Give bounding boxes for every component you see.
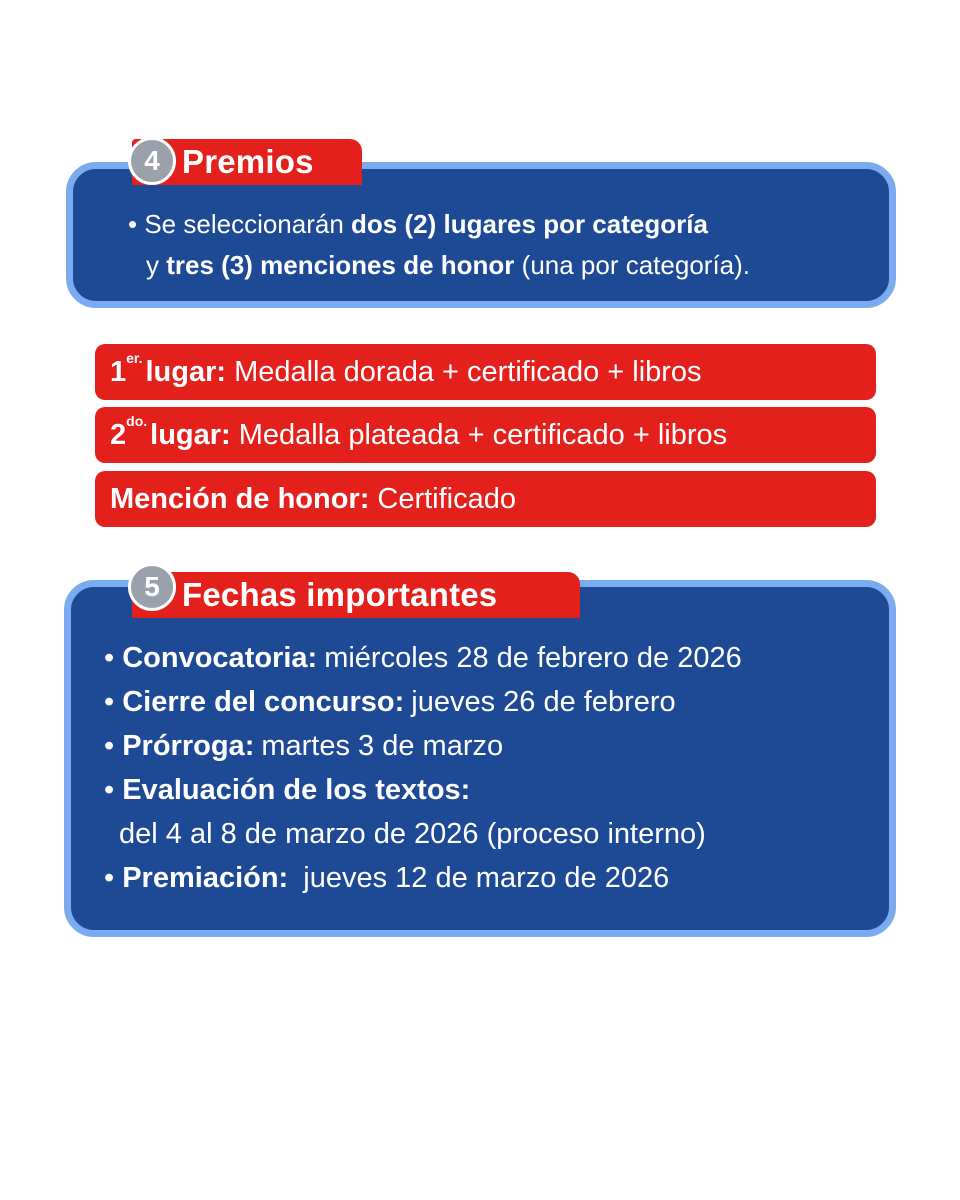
premios-line-1 [128,204,750,245]
premios-section-title: Premios [132,139,362,185]
fecha-label: Prórroga: [122,730,255,762]
bullet-icon: • [104,862,115,894]
fecha-label: Convocatoria: [122,642,318,674]
fechas-list [104,636,742,900]
prize-first-place [95,344,876,400]
fecha-item-premiacion [104,856,742,900]
premios-line1-bold: dos (2) lugares por categoría [351,209,708,239]
prize-description: Medalla plateada + certificado + libros [238,418,728,451]
premios-line2-prefix: y [146,250,159,280]
bullet-icon: • [128,209,138,239]
fecha-value: jueves 12 de marzo de 2026 [303,862,670,894]
fecha-value: del 4 al 8 de marzo de 2026 (proceso interno) [119,818,706,850]
prize-second-place [95,407,876,463]
bullet-icon: • [104,642,115,674]
prize-label: $1^{er.}$ lugar: [110,349,227,388]
premios-line-2 [128,245,750,286]
prize-label: Mención de honor: [110,482,370,515]
prize-honorable-mention [95,471,876,527]
fechas-section-title: Fechas importantes [132,572,580,618]
fecha-label: Premiación: [122,862,289,894]
fecha-label: Evaluación de los textos: [122,774,471,806]
section-number-badge-4: 4 [128,137,176,185]
section-number-badge-5: 5 [128,563,176,611]
bullet-icon: • [104,730,115,762]
prize-label: $2^{do.}$ lugar: [110,412,231,451]
bullet-icon: • [104,686,115,718]
fecha-item-evaluacion-value [104,812,742,856]
fecha-label: Cierre del concurso: [122,686,405,718]
bullet-icon: • [104,774,115,806]
premios-line1-normal: Se seleccionarán [144,209,344,239]
fecha-value: jueves 26 de febrero [411,686,676,718]
fecha-value: miércoles 28 de febrero de 2026 [324,642,742,674]
fecha-item-cierre [104,680,742,724]
prize-description: Medalla dorada + certificado + libros [234,355,702,388]
fecha-item-evaluacion [104,768,742,812]
prize-description: Certificado [377,482,516,515]
fecha-item-convocatoria [104,636,742,680]
premios-line2-normal: (una por categoría). [521,250,751,280]
fecha-item-prorroga [104,724,742,768]
fecha-value: martes 3 de marzo [261,730,504,762]
premios-line2-bold: tres (3) menciones de honor [166,250,515,280]
premios-description [128,204,750,286]
